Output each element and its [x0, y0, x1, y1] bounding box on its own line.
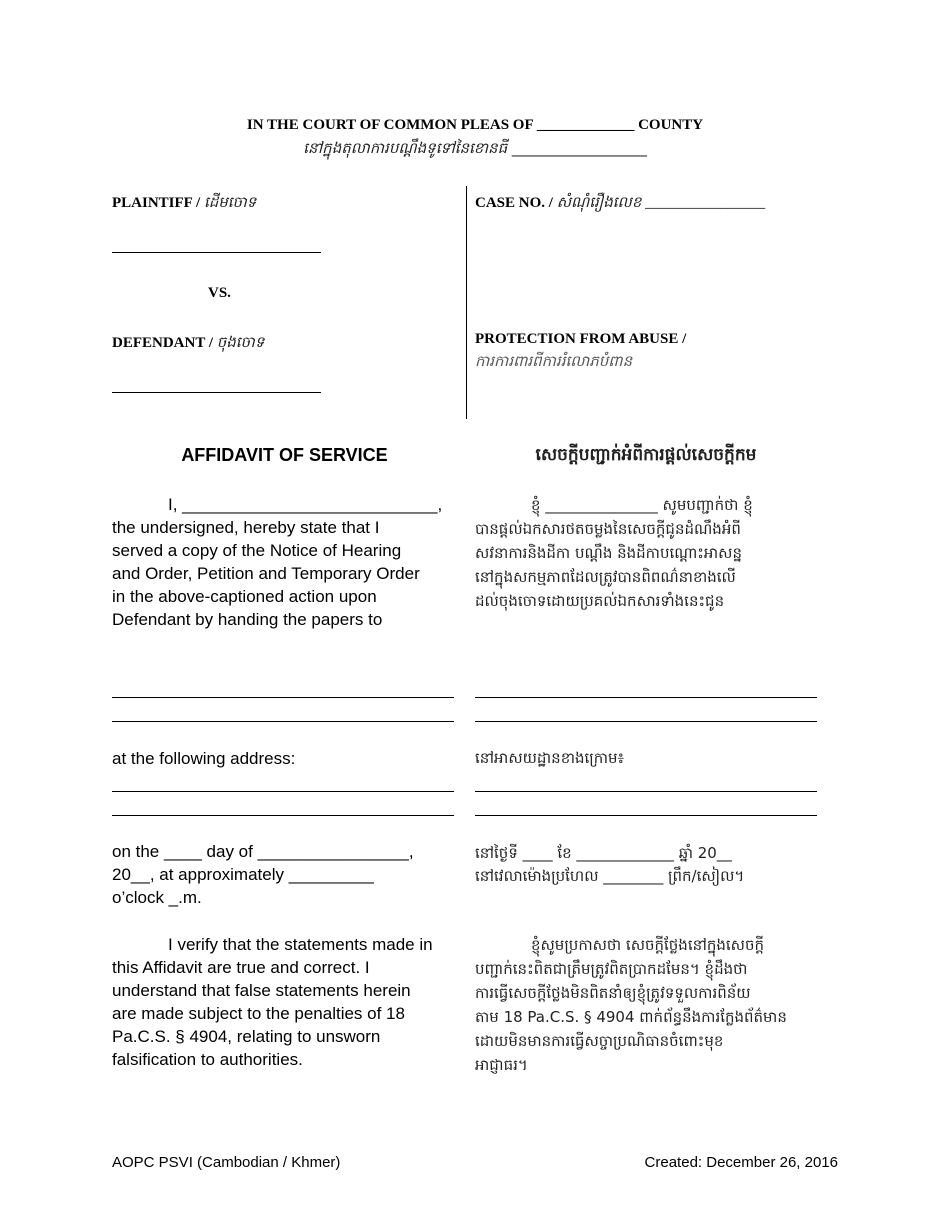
- address-label-km: នៅអាសយដ្ឋានខាងក្រោម៖: [475, 749, 625, 767]
- address-label-en: at the following address:: [112, 749, 296, 768]
- service-line: served a copy of the Notice of Hearing: [112, 541, 402, 560]
- defendant-label-km: ចុងចោទ: [216, 333, 265, 351]
- served-person-line-km[interactable]: [475, 721, 817, 722]
- plaintiff-label: [112, 191, 256, 214]
- defendant-label: [112, 331, 264, 354]
- date-line: on the ____ day of ________________,: [112, 842, 414, 861]
- verification-line-km: ការធ្វើសេចក្តីថ្លែងមិនពិតនាំឲ្យខ្ញុំត្រូវទទួលការពិន័យ: [475, 984, 751, 1002]
- service-line: and Order, Petition and Temporary Order: [112, 564, 420, 583]
- verification-paragraph-km: [475, 933, 820, 1077]
- date-block-km: [475, 842, 820, 888]
- plaintiff-label-en: PLAINTIFF /: [112, 195, 201, 211]
- caption-divider: [466, 186, 467, 419]
- address-line-km[interactable]: [475, 815, 817, 816]
- verification-line: Pa.C.S. § 4904, relating to unsworn: [112, 1027, 381, 1046]
- service-line: in the above-captioned action upon: [112, 587, 377, 606]
- verification-line-km: បញ្ជាក់នេះពិតជាត្រឹមត្រូវពិតប្រាកដមែន។ ខ្ញុំដឹងថា: [475, 960, 748, 978]
- service-line-km: ខ្ញុំ _______________ សូមបញ្ជាក់ថា ខ្ញុំ: [531, 496, 753, 514]
- case-number-label-km: សំណុំរឿងលេខ: [556, 193, 642, 211]
- address-line[interactable]: [112, 815, 454, 816]
- service-paragraph-en: [112, 493, 462, 631]
- date-line: o’clock _.m.: [112, 888, 202, 907]
- plaintiff-label-km: ដើមចោទ: [203, 193, 257, 211]
- vs-label: VS.: [208, 285, 231, 301]
- service-line-km: បានផ្តល់ឯកសារថតចម្លងនៃសេចក្តីជូនដំណឹងអំពី: [475, 520, 741, 538]
- case-number-field[interactable]: ________________: [645, 195, 766, 211]
- address-line-km[interactable]: [475, 791, 817, 792]
- date-line-km: នៅវេលាម៉ោងប្រហែល ________ ព្រឹក/សៀល។: [475, 867, 745, 885]
- address-line[interactable]: [112, 791, 454, 792]
- verification-line: this Affidavit are true and correct. I: [112, 958, 370, 977]
- court-line: IN THE COURT OF COMMON PLEAS OF _____________ COUNTY: [246, 117, 704, 133]
- court-line-khmer: នៅក្នុងតុលាការបណ្តឹងទូទៅនៃខោនធី __________________: [303, 139, 647, 157]
- verification-line: understand that false statements herein: [112, 981, 411, 1000]
- verification-line: falsification to authorities.: [112, 1050, 303, 1069]
- case-number-label-en: CASE NO. /: [475, 195, 553, 211]
- verification-paragraph-en: [112, 933, 462, 1071]
- verification-line: I verify that the statements made in: [168, 935, 433, 954]
- service-line: I, ___________________________,: [168, 495, 443, 514]
- date-block-en: [112, 840, 462, 909]
- service-line-km: ដល់ចុងចោទដោយប្រគល់ឯកសារទាំងនេះជូន: [475, 592, 725, 610]
- verification-line-km: ខ្ញុំសូមប្រកាសថា សេចក្តីថ្លែងនៅក្នុងសេចក្តី: [531, 936, 764, 954]
- service-line-km: សវនាការនិងដីកា បណ្តឹង និងដីកាបណ្តោះអាសន្ន: [475, 544, 742, 562]
- verification-line-km: អាជ្ញាធរ។: [475, 1056, 528, 1074]
- service-paragraph-km: [475, 493, 820, 613]
- date-line: 20__, at approximately _________: [112, 865, 374, 884]
- title-en: AFFIDAVIT OF SERVICE: [181, 445, 388, 465]
- service-line-km: នៅក្នុងសកម្មភាពដែលត្រូវបានពិពណ៌នាខាងលើ: [475, 568, 736, 586]
- date-line-km: នៅថ្ងៃទី ____ ខែ _____________ ឆ្នាំ 20__: [475, 844, 732, 862]
- defendant-label-en: DEFENDANT /: [112, 335, 213, 351]
- served-person-line[interactable]: [112, 721, 454, 722]
- service-line: the undersigned, hereby state that I: [112, 518, 380, 537]
- service-line: Defendant by handing the papers to: [112, 610, 383, 629]
- case-number-label: [475, 191, 765, 214]
- title-km: សេចក្តីបញ្ជាក់អំពីការផ្តល់សេចក្តីកម: [535, 445, 757, 465]
- verification-line: are made subject to the penalties of 18: [112, 1004, 405, 1023]
- pfa-label: PROTECTION FROM ABUSE /: [475, 331, 687, 347]
- footer-created-date: Created: December 26, 2016: [644, 1154, 838, 1171]
- plaintiff-name-line[interactable]: [112, 252, 321, 253]
- served-person-line-km[interactable]: [475, 697, 817, 698]
- verification-line-km: ដោយមិនមានការធ្វើសច្ចាប្រណិធានចំពោះមុខ: [475, 1032, 724, 1050]
- served-person-line[interactable]: [112, 697, 454, 698]
- footer-form-id: AOPC PSVI (Cambodian / Khmer): [112, 1154, 341, 1171]
- defendant-name-line[interactable]: [112, 392, 321, 393]
- pfa-label-km: ការការពារពីការរំលោភបំពាន: [475, 352, 633, 370]
- verification-line-km: តាម 18 Pa.C.S. § 4904 ពាក់ព័ន្ធនឹងការក្លែងព័ត៌មាន: [475, 1008, 787, 1026]
